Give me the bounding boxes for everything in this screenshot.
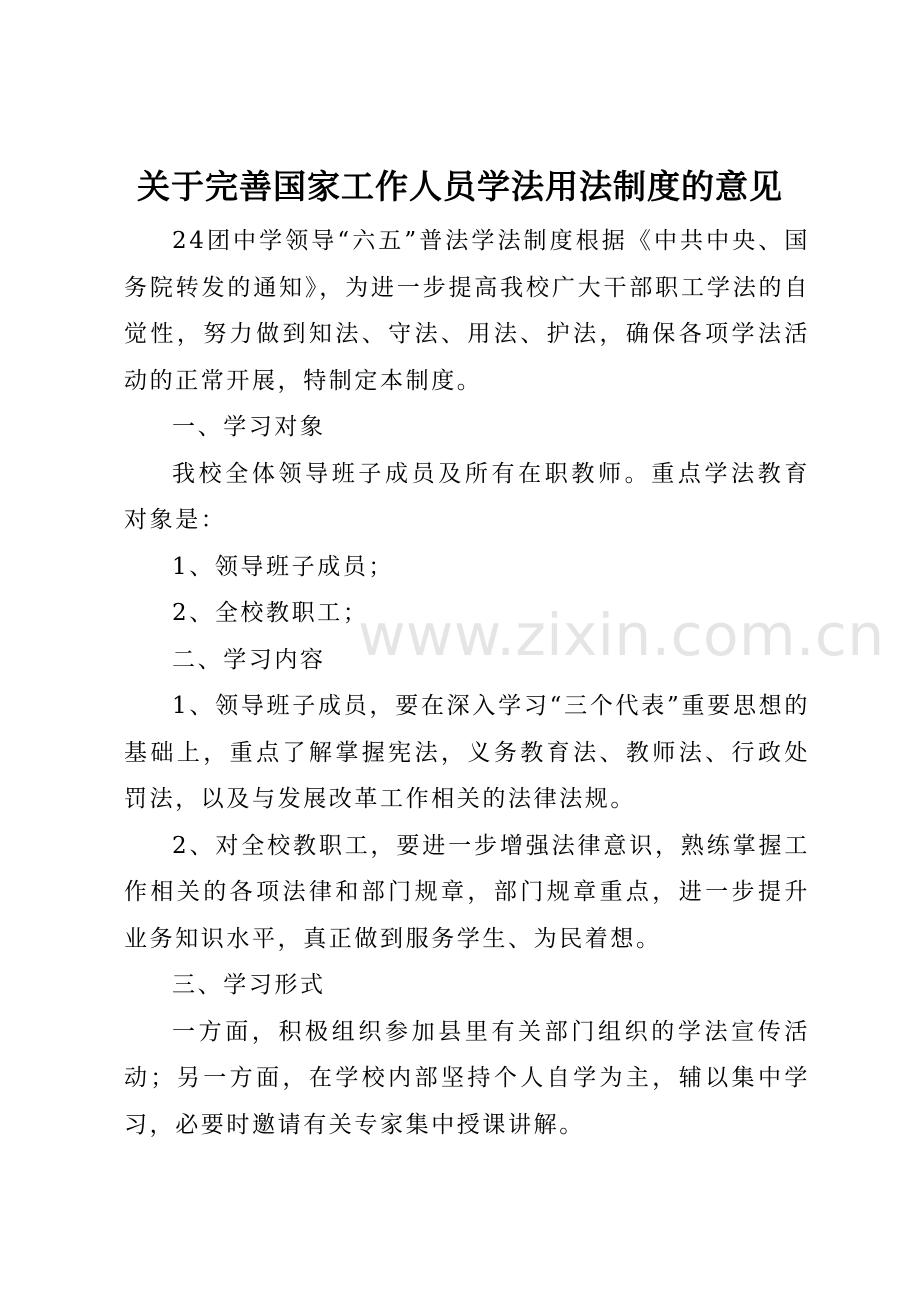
- heading-study-form: 三、学习形式: [172, 972, 326, 998]
- document-body: [124, 218, 810, 1148]
- paragraph-content-leaders: 1、领导班子成员，要在深入学习“三个代表”重要思想的基础上，重点了解掌握宪法，义务教育法、教师法、行政处罚法，以及与发展改革工作相关的法律法规。: [124, 693, 810, 812]
- heading-study-targets: 一、学习对象: [172, 414, 326, 440]
- list-item-staff: 2、全校教职工；: [172, 600, 369, 626]
- paragraph-intro: 24团中学领导“六五”普法学法制度根据《中共中央、国务院转发的通知》，为进一步提高我校广大干部职工学法的自觉性，努力做到知法、守法、用法、护法，确保各项学法活动的正常开展，特制定本制度。: [124, 228, 810, 394]
- heading-study-content: 二、学习内容: [172, 646, 326, 673]
- paragraph-targets: 我校全体领导班子成员及所有在职教师。重点学法教育对象是：: [124, 460, 810, 533]
- paragraph-content-staff: 2、对全校教职工，要进一步增强法律意识，熟练掌握工作相关的各项法律和部门规章，部门规章重点，进一步提升业务知识水平，真正做到服务学生、为民着想。: [124, 832, 810, 952]
- paragraph-form: 一方面，积极组织参加县里有关部门组织的学法宣传活动；另一方面，在学校内部坚持个人自学为主，辅以集中学习，必要时邀请有关专家集中授课讲解。: [124, 1018, 810, 1138]
- document-title: 关于完善国家工作人员学法用法制度的意见: [137, 167, 783, 206]
- watermark: www.zixin.com.cn: [358, 601, 885, 669]
- list-item-leaders: 1、领导班子成员；: [172, 553, 395, 580]
